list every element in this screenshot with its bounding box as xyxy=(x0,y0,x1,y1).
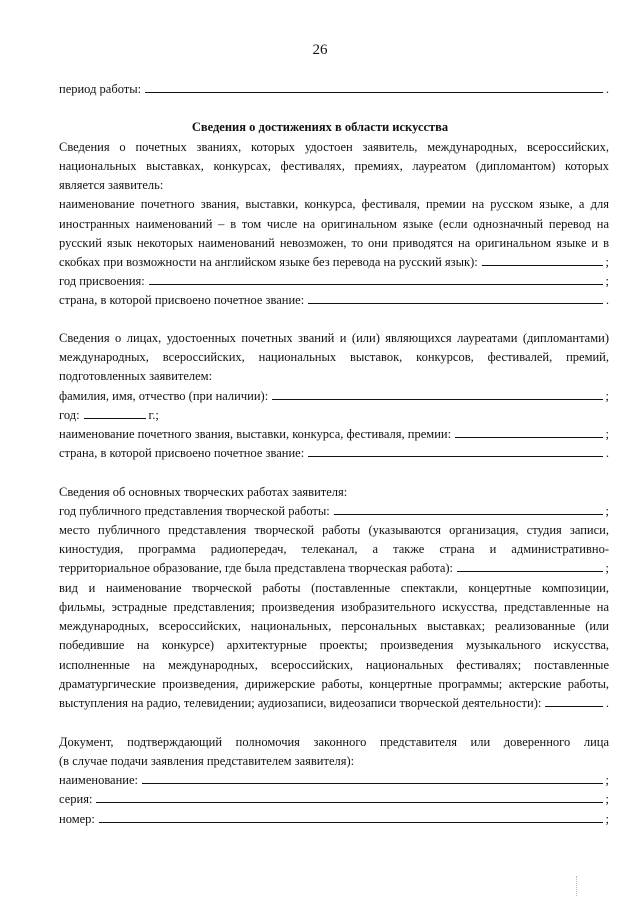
art-year-line: год присвоения: ; xyxy=(59,274,609,288)
art-section-title: Сведения о достижениях в области искусства xyxy=(191,120,449,134)
art-country-field[interactable] xyxy=(308,291,603,304)
works-place-text: киностудия, программа радиопередач, телеканал, а также страна и административно- xyxy=(59,542,609,556)
art-intro-line: национальных выставках, конкурсах, фестивалях, премиях, лауреатом (дипломантом) которых xyxy=(59,159,609,173)
works-kind-text: драматургические произведения, дирижерские работы, концертные программы; актерские работы, xyxy=(59,677,609,691)
persons-fio-field[interactable] xyxy=(272,387,602,400)
works-kind-text: победившие на конкурсе) архитектурные проекты; произведения музыкального искусства, xyxy=(59,638,609,652)
works-year-line: год публичного представления творческой работы: ; xyxy=(59,504,609,518)
persons-title-line: наименование почетного звания, выставки, конкурса, фестиваля, премии: ; xyxy=(59,427,609,441)
works-kind-field[interactable] xyxy=(545,694,603,707)
persons-year-line: год: г.; xyxy=(59,408,159,422)
art-intro-line: Сведения о почетных званиях, которых удостоен заявитель, международных, всероссийских, xyxy=(59,140,609,154)
art-year-field[interactable] xyxy=(149,272,603,285)
art-name-field[interactable] xyxy=(482,253,603,266)
persons-year-field[interactable] xyxy=(84,406,146,419)
art-name-text: наименование почетного звания, выставки, конкурса, фестиваля, премии на русском языке, а для xyxy=(59,197,609,211)
art-name-text: иностранных наименований – в том числе на оригинальном языке (если однозначный перевод на xyxy=(59,217,609,231)
works-kind-text: фильмы, эстрадные представления; произведения изобразительного искусства, представленные на xyxy=(59,600,609,614)
persons-country-line: страна, в которой присвоено почетное звание: . xyxy=(59,446,609,460)
works-intro: Сведения об основных творческих работах заявителя: xyxy=(59,485,348,499)
works-kind-text: исполненные на международных, всероссийских, национальных фестивалях; поставленные xyxy=(59,658,609,672)
doc-name-line: наименование: ; xyxy=(59,773,609,787)
persons-intro-line: подготовленных заявителем: xyxy=(59,369,213,383)
works-kind-text: вид и наименование творческой работы (поставленные спектакли, концертные композиции, xyxy=(59,581,609,595)
works-place-field[interactable] xyxy=(457,559,602,572)
works-place-line: территориальное образование, где была представлена творческая работа): ; xyxy=(59,561,609,575)
scan-artifact xyxy=(576,876,581,896)
works-kind-text: международных, всероссийских, национальных, персональных выставках; реализованные (или xyxy=(59,619,609,633)
persons-fio-line: фамилия, имя, отчество (при наличии): ; xyxy=(59,389,609,403)
art-country-line: страна, в которой присвоено почетное звание: . xyxy=(59,293,609,307)
persons-intro-line: международных, всероссийских, национальных выставок, конкурсов, фестивалей, премий, xyxy=(59,350,609,364)
doc-name-field[interactable] xyxy=(142,771,603,784)
works-place-text: место публичного представления творческой работы (указываются организация, студия записи, xyxy=(59,523,609,537)
period-line: период работы: . xyxy=(59,80,609,99)
art-name-line: скобках при возможности на английском языке без перевода на русский язык): ; xyxy=(59,255,609,269)
doc-intro: Документ, подтверждающий полномочия законного представителя или доверенного лица xyxy=(59,735,609,749)
page-number: 26 xyxy=(312,42,328,58)
art-intro-line: является заявитель: xyxy=(59,178,164,192)
persons-intro-line: Сведения о лицах, удостоенных почетных званий и (или) являющихся лауреатами (дипломантами) xyxy=(59,331,609,345)
doc-number-field[interactable] xyxy=(99,810,603,823)
persons-country-field[interactable] xyxy=(308,444,603,457)
period-label: период работы: xyxy=(59,82,142,96)
doc-series-field[interactable] xyxy=(96,790,602,803)
persons-title-field[interactable] xyxy=(455,425,602,438)
doc-number-line: номер: ; xyxy=(59,812,609,826)
art-name-text: русский язык некоторых наименований невозможен, то они приводятся на оригинальном языке и в xyxy=(59,236,609,250)
doc-intro-2: (в случае подачи заявления представителем заявителя): xyxy=(59,754,355,768)
period-field[interactable] xyxy=(145,80,603,93)
doc-series-line: серия: ; xyxy=(59,792,609,806)
works-kind-line: выступления на радио, телевидении; аудиозаписи, видеозаписи творческой деятельности): . xyxy=(59,696,609,710)
works-year-field[interactable] xyxy=(334,502,603,515)
